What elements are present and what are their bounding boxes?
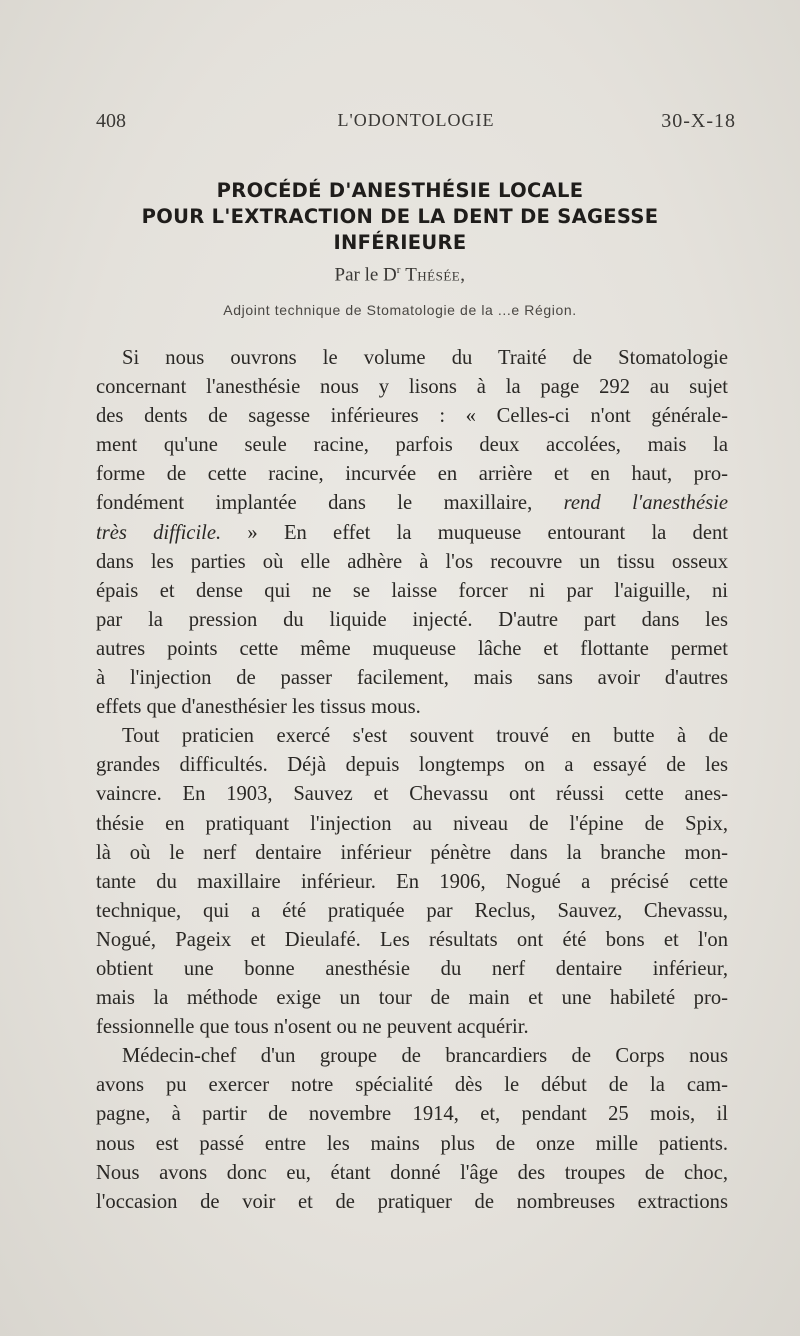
text-segment: fondément implantée dans le maxillaire, [96,492,533,515]
text-line: technique, qui a été pratiquée par Reclus, Sauvez, Chevassu, [96,899,728,922]
text-line: ment qu'une seule racine, parfois deux accolées, mais la [96,434,728,457]
author-name: Thésée, [405,264,466,286]
text-line: à l'injection de passer facilement, mais sans avoir d'autres [96,667,728,690]
byline-prefix: Par le D [334,264,397,286]
text-line: grandes difficultés. Déjà depuis longtemps on a essayé de les [96,754,728,777]
text-line: là où le nerf dentaire inférieur pénètre dans la branche mon- [96,841,728,864]
byline [100,264,700,286]
text-line: l'occasion de voir et de pratiquer de nombreuses extractions [96,1190,728,1213]
article-title [60,178,740,256]
text-line: Nous avons donc eu, étant donné l'âge des troupes de choc, [96,1161,728,1184]
text-line: vaincre. En 1903, Sauvez et Chevassu ont réussi cette anes- [96,783,728,806]
journal-title: L'ODONTOLOGIE [337,110,495,130]
title-line-2: POUR L'EXTRACTION DE LA DENT DE SAGESSE [141,205,659,228]
text-line: fessionnelle que tous n'osent ou ne peuvent acquérir. [96,1016,529,1039]
byline-prefix-sup: r [396,264,401,276]
text-line: thésie en pratiquant l'injection au niveau de l'épine de Spix, [96,812,728,835]
text-line: pagne, à partir de novembre 1914, et, pendant 25 mois, il [96,1103,728,1126]
text-line: Si nous ouvrons le volume du Traité de Stomatologie [122,347,728,369]
page-number: 408 [96,110,126,132]
text-line: nous est passé entre les mains plus de onze mille patients. [96,1132,728,1155]
text-line: tante du maxillaire inférieur. En 1906, Nogué a précisé cette [96,870,728,893]
text-line: mais la méthode exige un tour de main et une habileté pro- [96,987,728,1010]
text-line: Médecin-chef d'un groupe de brancardiers de Corps nous [122,1045,728,1068]
italic-quote: rend l'anesthésie [563,492,728,515]
author-affiliation: Adjoint technique de Stomatologie de la ...e Région. [223,302,577,318]
text-line [96,489,728,518]
text-line: obtient une bonne anesthésie du nerf dentaire inférieur, [96,957,728,980]
text-line: effets que d'anesthésier les tissus mous. [96,696,421,719]
issue-date: 30-X-18 [661,110,736,132]
title-line-1: PROCÉDÉ D'ANESTHÉSIE LOCALE [216,179,584,202]
text-line: concernant l'anesthésie nous y lisons à la page 292 au sujet [96,376,728,399]
text-segment: » En effet la muqueuse entourant la dent [247,521,728,544]
italic-quote: très difficile. [96,521,222,544]
article-body [96,344,728,1217]
text-line: dans les parties où elle adhère à l'os recouvre un tissu osseux [96,550,728,573]
text-line: Nogué, Pageix et Dieulafé. Les résultats ont été bons et l'on [96,928,728,951]
text-line: épais et dense qui ne se laisse forcer ni par l'aiguille, ni [96,579,728,602]
title-line-3: INFÉRIEURE [333,231,467,254]
text-line [96,519,728,548]
running-header [96,110,736,140]
text-line: autres points cette même muqueuse lâche et flottante permet [96,637,728,660]
text-line: des dents de sagesse inférieures : « Celles-ci n'ont générale- [96,405,728,428]
text-line: avons pu exercer notre spécialité dès le début de la cam- [96,1074,728,1097]
text-line: forme de cette racine, incurvée en arrière et en haut, pro- [96,463,728,486]
text-line: Tout praticien exercé s'est souvent trouvé en butte à de [122,725,728,748]
text-line: par la pression du liquide injecté. D'autre part dans les [96,608,728,631]
